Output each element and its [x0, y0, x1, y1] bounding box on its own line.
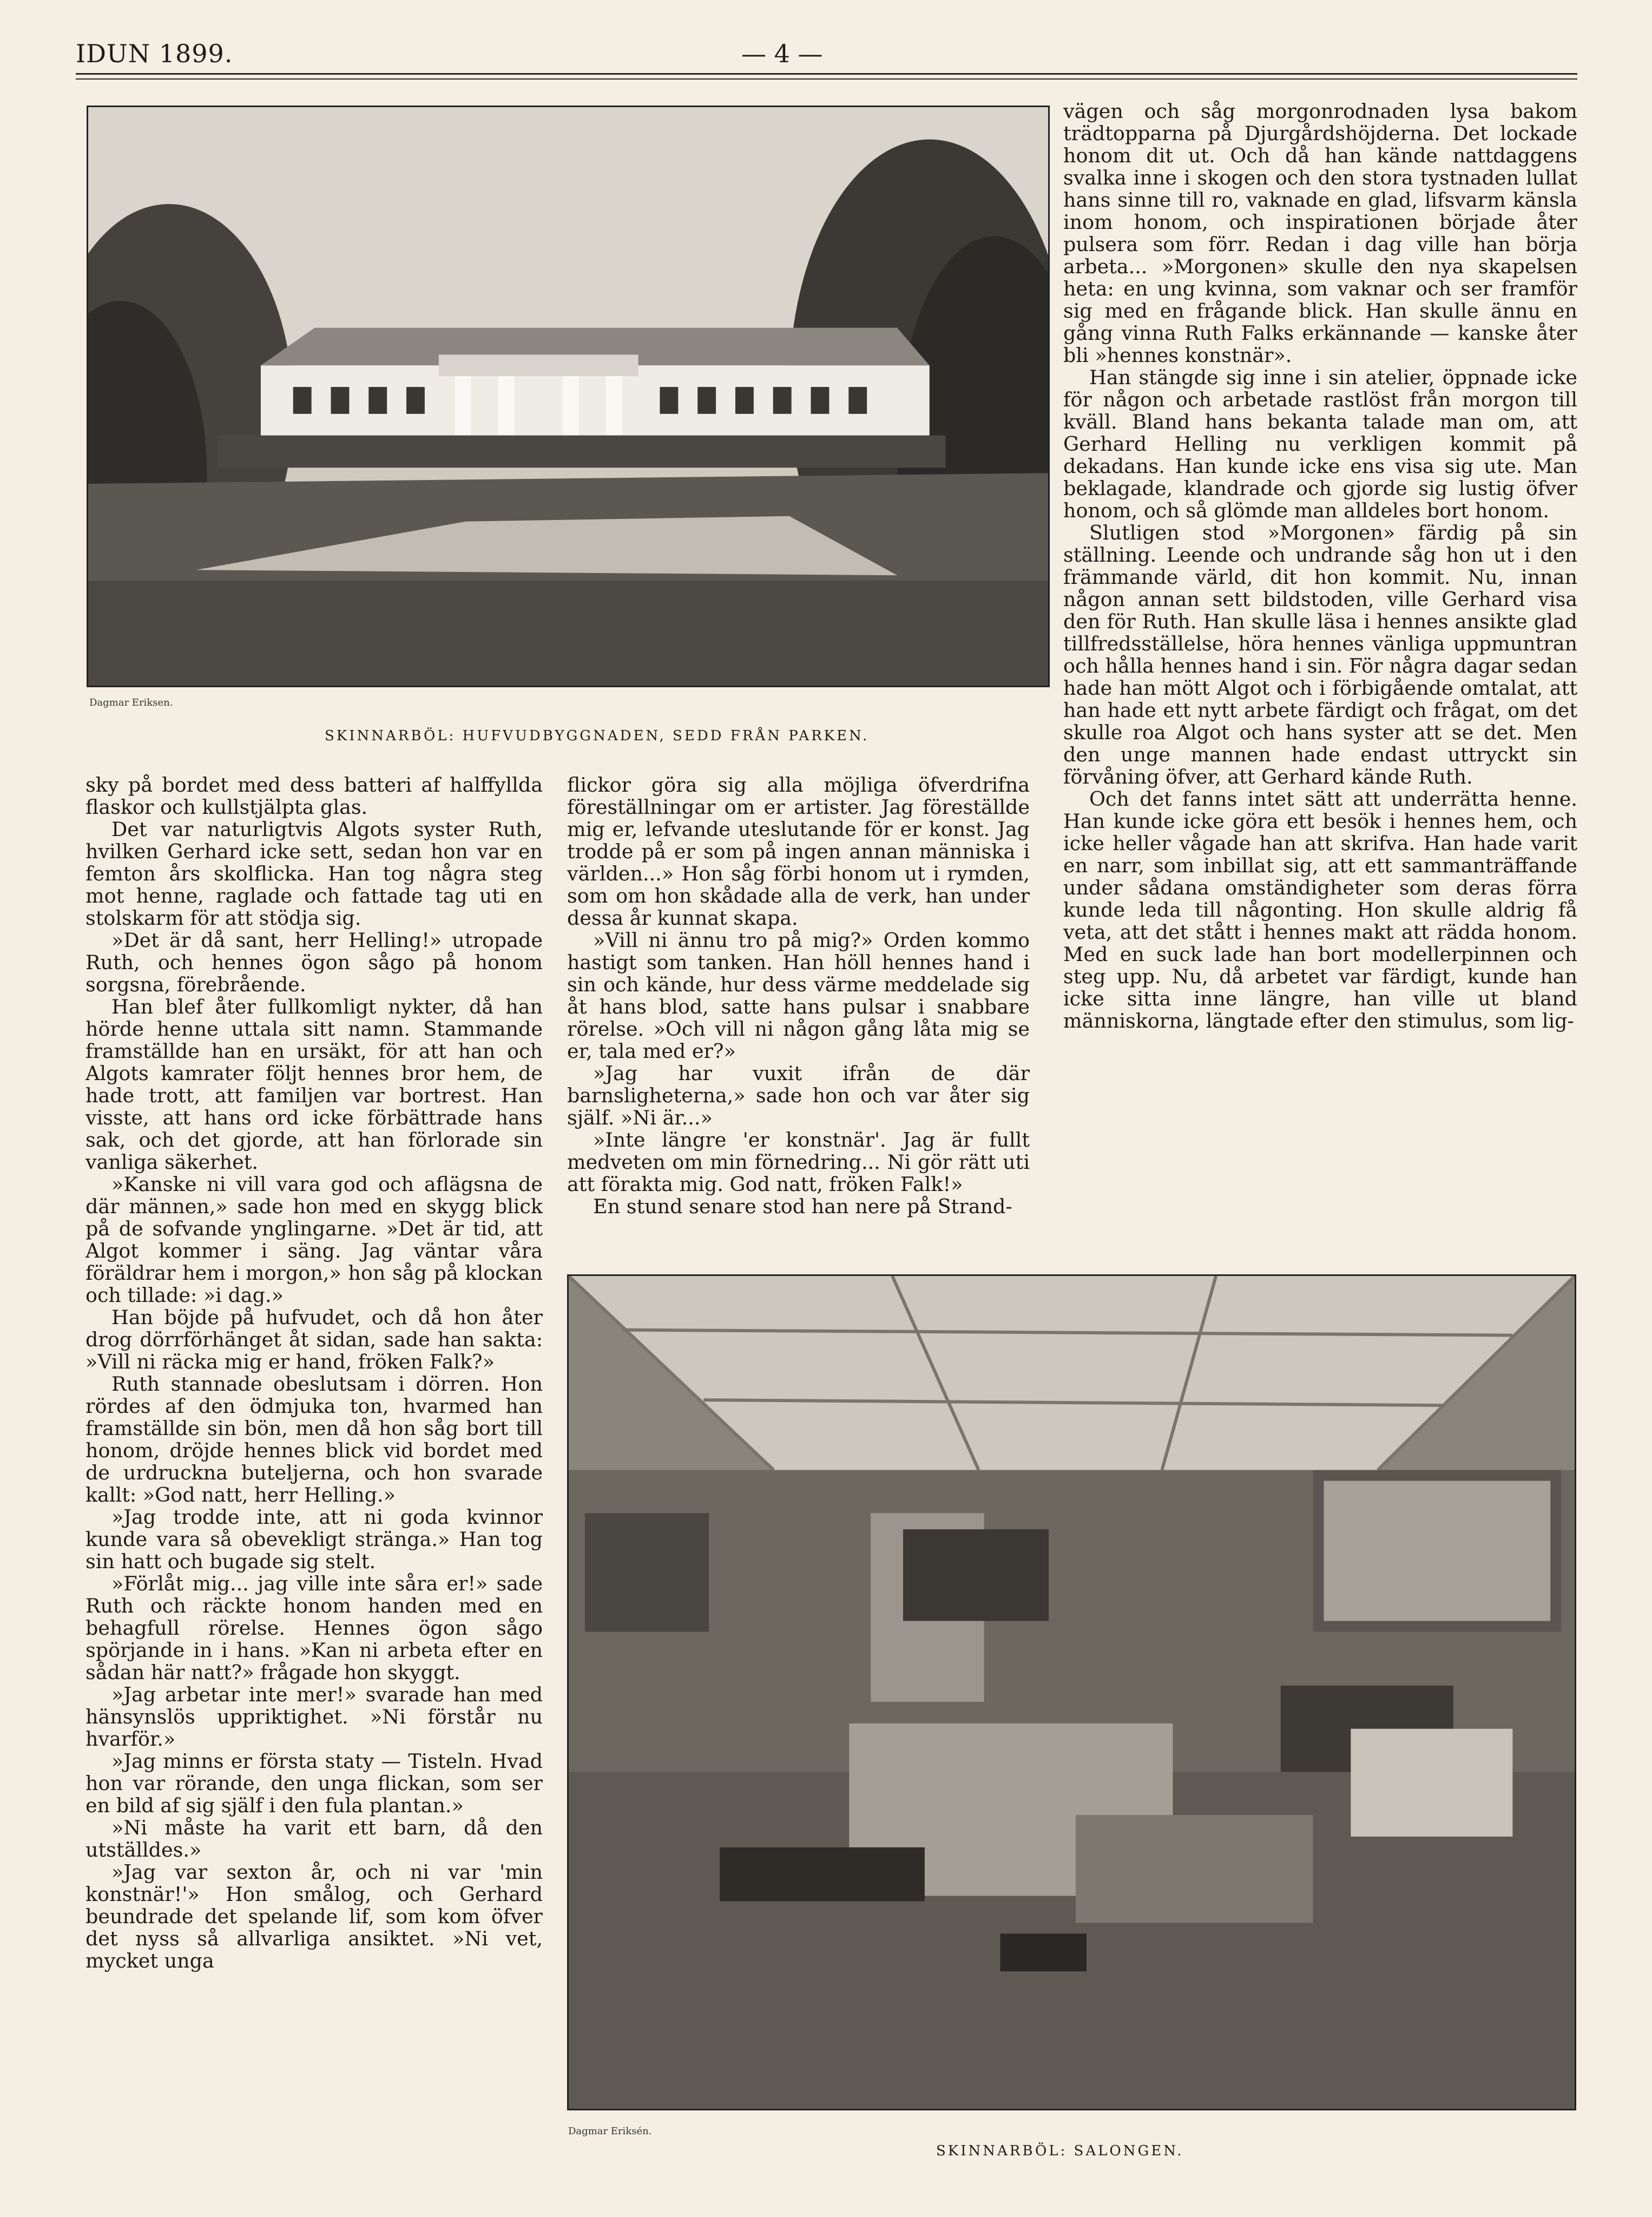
- paragraph: »Inte längre 'er konstnär'. Jag är fullt medveten om min förnedring... Ni gör rätt uti att förakta mig. God natt, fröken Falk!»: [567, 1128, 1030, 1196]
- photo-credit: Dagmar Eriksen.: [89, 697, 173, 708]
- paragraph: Och det fanns intet sätt att underrätta henne. Han kunde icke göra ett besök i hennes hem, och icke heller vågade han att skrifva. Han hade varit en narr, som inbillat sig, att ett sammanträffande under sådana omständigheter som deras förra kunde leda till någonting. Hon skulle aldrig få veta, att det stått i hennes makt att rädda honom. Med en suck lade han bort modellerpinnen och steg upp. Nu, då arbetet var färdigt, kunde han icke sitta inne längre, han ville ut bland människorna, längtade efter den stimulus, som lig-: [1063, 787, 1577, 1032]
- paragraph: »Jag trodde inte, att ni goda kvinnor kunde vara så obevekligt stränga.» Han tog sin hatt och bugade sig stelt.: [85, 1505, 543, 1573]
- header-rule-thin: [76, 78, 1577, 80]
- paragraph: »Vill ni ännu tro på mig?» Orden kommo hastigt som tanken. Han höll hennes hand i sin och kände, hur dess värme meddelade sig åt hans blod, satte hans pulsar i snabbare rörelse. »Och vill ni någon gång låta mig se er, tala med er?»: [567, 929, 1030, 1063]
- publication-title: IDUN 1899.: [76, 39, 233, 68]
- paragraph: vägen och såg morgonrodnaden lysa bakom trädtopparna på Djurgårdshöjderna. Det lockade honom dit ut. Och då han kände nattdaggens svalka inne i skogen och den stora tystnaden lullat hans sinne till ro, vaknade en glad, lifsvarm känsla inom honom, och inspirationen började åter pulsera som förr. Redan i dag ville han börja arbeta... »Morgonen» skulle den nya skapelsen heta: en ung kvinna, som vaknar och ser framför sig med en frågande blick. Han skulle ännu en gång vinna Ruth Falks erkännande — kanske åter bli »hennes konstnär».: [1063, 100, 1577, 367]
- paragraph: »Jag minns er första staty — Tisteln. Hvad hon var rörande, den unga flickan, som ser en bild af sig själf i den fula plantan.»: [85, 1749, 543, 1817]
- paragraph: Han stängde sig inne i sin atelier, öppnade icke för någon och arbetade rastlöst från morgon till kväll. Bland hans bekanta talade man om, att Gerhard Helling nu verkligen kommit på dekadans. Han kunde icke ens visa sig ute. Man beklagade, klandrade och gjorde sig lustig öfver honom, och så glömde man alldeles bort honom.: [1063, 366, 1577, 522]
- paragraph: »Kanske ni vill vara god och aflägsna de där männen,» sade hon med en skygg blick på de sofvande ynglingarne. »Det är tid, att Algot kommer i säng. Jag väntar våra föräldrar hem i morgon,» hon såg på klockan och tillade: »i dag.»: [85, 1173, 543, 1307]
- paragraph: Slutligen stod »Morgonen» färdig på sin ställning. Leende och undrande såg hon ut i den främmande värld, dit hon kommit. Nu, innan någon annan sett bildstoden, ville Gerhard visa den för Ruth. Han skulle läsa i hennes ansikte glad tillfredsställelse, höra hennes vänliga uppmuntran och hålla hennes hand i sin. För några dagar sedan hade han mött Algot och i förbigående omtalat, att han hade ett nytt arbete färdigt och frågat, om det skulle roa Algot och hans syster att se det. Men den unge mannen hade endast uttryckt sin förvåning öfver, att Gerhard kände Ruth.: [1063, 521, 1577, 788]
- paragraph: Det var naturligtvis Algots syster Ruth, hvilken Gerhard icke sett, sedan hon var en femton års skolflicka. Han tog några steg mot henne, raglade och fattade tag uti en stolskarm för att stödja sig.: [85, 818, 543, 930]
- paragraph: Ruth stannade obeslutsam i dörren. Hon rördes af den ödmjuka ton, hvarmed han framställde sin bön, men då hon såg bort till honom, dröjde hennes blick vid bordet med de urdruckna buteljerna, och hon svarade kallt: »God natt, herr Helling.»: [85, 1372, 543, 1506]
- page-number: — 4 —: [741, 39, 823, 68]
- paragraph: flickor göra sig alla möjliga öfverdrifna föreställningar om er artister. Jag föreställde mig er, lefvande uteslutande för er konst. Jag trodde på er som på ingen annan människa i världen...» Hon såg förbi honom ut i rymden, som om hon skådade alla de verk, han under dessa år kunnat skapa.: [567, 773, 1030, 930]
- text-column-right: [1063, 100, 1577, 1032]
- photo-main-building: [87, 106, 1050, 687]
- photo-salon: [567, 1274, 1576, 2110]
- photo-credit: Dagmar Eriksén.: [568, 2126, 652, 2137]
- paragraph: sky på bordet med dess batteri af halffyllda flaskor och kullstjälpta glas.: [85, 773, 543, 819]
- paragraph: »Jag har vuxit ifrån de där barnsligheterna,» sade hon och var åter sig själf. »Ni är...»: [567, 1062, 1030, 1129]
- text-column-left: [85, 774, 543, 1972]
- paragraph: Han blef åter fullkomligt nykter, då han hörde henne uttala sitt namn. Stammande framställde han en ursäkt, för att han och Algots kamrater följt hennes bror hem, de hade trott, att familjen var bortrest. Han visste, att hans ord icke förbättrade hans sak, och det gjorde, att han förlorade sin vanliga säkerhet.: [85, 995, 543, 1174]
- paragraph: Han böjde på hufvudet, och då hon åter drog dörrförhänget åt sidan, sade han sakta: »Vill ni räcka mig er hand, fröken Falk?»: [85, 1306, 543, 1373]
- figure-caption: SKINNARBÖL: SALONGEN.: [936, 2143, 1184, 2159]
- figure-caption: SKINNARBÖL: HUFVUDBYGGNADEN, SEDD FRÅN PARKEN.: [325, 728, 870, 744]
- paragraph: »Jag var sexton år, och ni var 'min konstnär!'» Hon smålog, och Gerhard beundrade det spelande lif, som kom öfver det nyss så allvarliga ansiktet. »Ni vet, mycket unga: [85, 1860, 543, 1972]
- paragraph: »Förlåt mig... jag ville inte såra er!» sade Ruth och räckte honom handen med en behagfull rörelse. Hennes ögon sågo spörjande in i hans. »Kan ni arbeta efter en sådan här natt?» frågade hon skyggt.: [85, 1572, 543, 1684]
- paragraph: En stund senare stod han nere på Strand-: [593, 1195, 1012, 1218]
- paragraph: »Jag arbetar inte mer!» svarade han med hänsynslös uppriktighet. »Ni förstår nu hvarför.»: [85, 1683, 543, 1751]
- paragraph: »Det är då sant, herr Helling!» utropade Ruth, och hennes ögon sågo på honom sorgsna, förebrående.: [85, 929, 543, 996]
- text-column-middle: [567, 774, 1030, 1218]
- header-rule: [76, 73, 1577, 75]
- paragraph: »Ni måste ha varit ett barn, då den utställdes.»: [85, 1816, 543, 1861]
